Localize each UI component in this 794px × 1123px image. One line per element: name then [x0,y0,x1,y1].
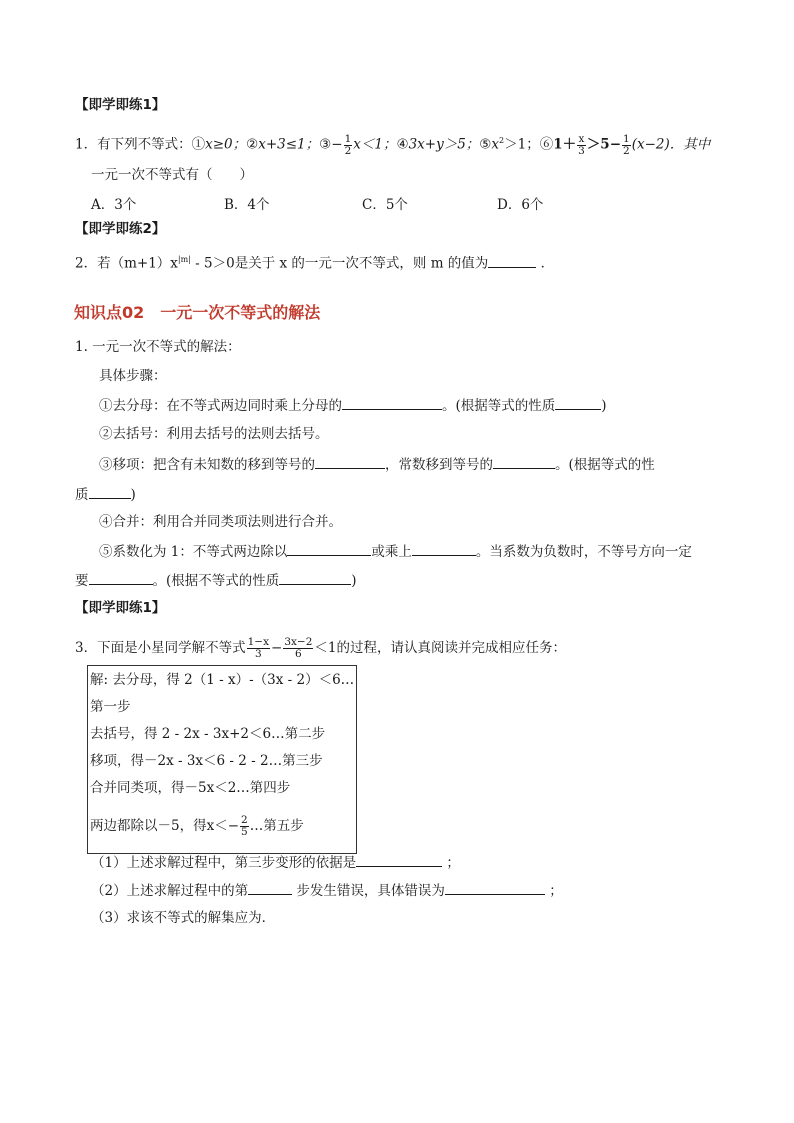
option-b: B．4个 [224,197,270,213]
solution-line-4: 移项，得－2x - 3x＜6 - 2 - 2…第三步 [90,753,323,769]
step-1: ①去分母：在不等式两边同时乘上分母的 。(根据等式的性质 ) [99,398,607,414]
question-1-line-1: 1．有下列不等式：①x≥0；②x+3≤1；③− $\frac{1}{2}$ x＜1；④3x+y＞5；$⑤x^2>1$；⑥1＋ $\frac{x}{3}$ ＞5− $\frac{1}{2}$ (x−2)．其中 [75,132,711,157]
solution-line-5: 合并同类项，得－5x＜2…第四步 [90,780,291,796]
step-5-continued: 要 。(根据不等式的性质 ) [75,573,357,589]
option-d: D．6个 [497,197,544,213]
solution-line-1: 解: 去分母，得 2（1 - x）-（3x - 2）＜6… [90,672,355,688]
exercise-label-2: 【即学即练2】 [75,221,166,237]
task-2: （2）上述求解过程中的第 步发生错误，具体错误为 ； [91,883,563,899]
task-3: （3）求该不等式的解集应为． [91,910,276,926]
steps-label: 具体步骤： [99,368,167,384]
answer-blank[interactable] [488,254,536,268]
answer-blank[interactable] [356,853,442,867]
fraction: $\frac{x}{3}$ [578,132,585,157]
solution-line-3: 去括号，得 2 - 2x - 3x+2＜6…第二步 [90,726,326,742]
option-a: A．3个 [91,197,137,213]
option-c: C．5个 [362,197,408,213]
q1-prefix: 1．有下列不等式： [75,136,192,153]
fraction: $\frac{1-x}{3}$ [247,636,269,660]
solution-line-6: 两边都除以－5，得x＜− $\frac{2}{5}$ …第五步 [90,814,304,838]
step-5: ⑤系数化为 1：不等式两边除以 或乘上 。当系数为负数时，不等号方向一定 [99,544,692,560]
fraction: $\frac{1}{2}$ [344,132,352,157]
answer-blank[interactable] [445,881,545,895]
step-2: ②去括号：利用去括号的法则去括号。 [99,426,329,442]
answer-blank[interactable] [287,542,371,556]
question-2: 2．若$(m+1)x^{|m|} - 5>0$是关于 x 的一元一次不等式，则 m 的值为 ． [75,255,555,272]
step-4: ④合并：利用合并同类项法则进行合并。 [99,514,342,530]
task-1: （1）上述求解过程中，第三步变形的依据是 ； [91,855,460,871]
step-3: ③移项：把含有未知数的移到等号的 ，常数移到等号的 。(根据等式的性 [99,457,655,473]
question-3: 3．下面是小星同学解不等式 $\frac{1-x}{3}$ − $\frac{3x-2}{6}$ ＜1的过程，请认真阅读并完成相应任务： [75,636,566,660]
exercise-label-1: 【即学即练1】 [75,97,166,113]
solution-line-2: 第一步 [90,699,131,715]
fraction: $\frac{2}{5}$ [241,814,248,838]
method-title: 1. 一元一次不等式的解法： [75,339,241,355]
answer-blank[interactable] [279,571,351,585]
answer-blank[interactable] [555,396,601,410]
answer-blank[interactable] [342,396,442,410]
fraction: $\frac{1}{2}$ [623,132,630,157]
exercise-label-3: 【即学即练1】 [75,600,166,616]
answer-blank[interactable] [89,485,131,499]
step-3-continued: 质 ) [75,487,136,503]
answer-blank[interactable] [493,455,555,469]
answer-blank[interactable] [412,542,476,556]
fraction: $\frac{3x-2}{6}$ [284,636,313,660]
answer-blank[interactable] [248,881,292,895]
section-heading: 知识点02 一元一次不等式的解法 [74,303,321,322]
answer-blank[interactable] [89,571,153,585]
question-1-line-2: 一元一次不等式有（ ） [91,167,253,183]
answer-blank[interactable] [315,455,385,469]
